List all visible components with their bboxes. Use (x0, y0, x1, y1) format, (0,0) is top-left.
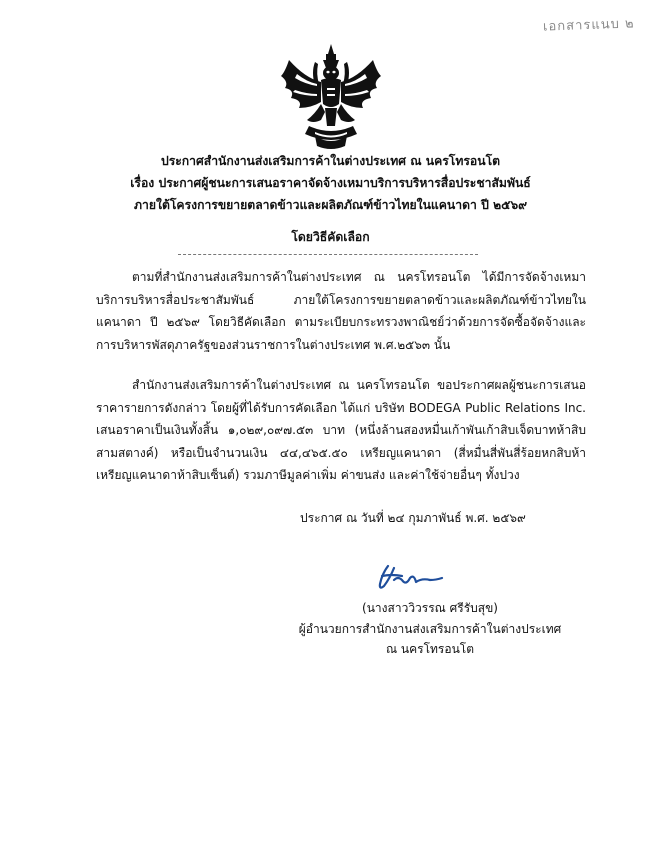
body-paragraph-1 (96, 266, 586, 356)
header-project-line: ภายใต้โครงการขยายตลาดข้าวและผลิตภัณฑ์ข้าวไทยในแคนาดา ปี ๒๕๖๙ (133, 198, 527, 212)
body-paragraph-2 (96, 374, 586, 487)
header-office-line: ประกาศสำนักงานส่งเสริมการค้าในต่างประเทศ ณ นครโทรอนโต (160, 154, 501, 168)
signature-icon (372, 560, 446, 594)
signature-block (280, 598, 580, 660)
header-method-line: โดยวิธีคัดเลือก (291, 230, 370, 244)
attachment-note: เอกสารแนบ ๒ (543, 16, 636, 35)
announcement-date: ประกาศ ณ วันที่ ๒๔ กุมภาพันธ์ พ.ศ. ๒๕๖๙ (300, 511, 526, 525)
document-header (60, 150, 601, 248)
signatory-office: ณ นครโทรอนโต (385, 642, 475, 656)
paragraph-1-text: ตามที่สำนักงานส่งเสริมการค้าในต่างประเทศ ณ นครโทรอนโต ได้มีการจัดจ้างเหมาบริการบริหารสื่อประชาสัมพันธ์ ภายใต้โครงการขยายตลาดข้าวและผลิตภัณฑ์ข้าวไทยในแคนาดา ปี ๒๕๖๙ โดยวิธีคัดเลือก ตามระเบียบกระทรวงพาณิชย์ว่าด้วยการจัดซื้อจัดจ้างและการบริหารพัสดุภาครัฐของส่วนราชการในต่างประเทศ พ.ศ.๒๕๖๓ นั้น (96, 270, 586, 352)
paragraph-2-text: สำนักงานส่งเสริมการค้าในต่างประเทศ ณ นครโทรอนโต ขอประกาศผลผู้ชนะการเสนอราคารายการดังกล่าว โดยผู้ที่ได้รับการคัดเลือก ได้แก่ บริษัท BODEGA Public Relations Inc. เสนอราคาเป็นเงินทั้งสิ้น ๑,๐๒๙,๐๙๗.๕๓ บาท (หนึ่งล้านสองหมื่นเก้าพันเก้าสิบเจ็ดบาทห้าสิบสามสตางค์) หรือเป็นจำนวนเงิน ๔๔,๔๖๕.๕๐ เหรียญแคนาดา (สี่หมื่นสี่พันสี่ร้อยหกสิบห้าเหรียญแคนาดาห้าสิบเซ็นต์) รวมภาษีมูลค่าเพิ่ม ค่าขนส่ง และค่าใช้จ่ายอื่นๆ ทั้งปวง (96, 378, 586, 482)
dashed-divider (178, 254, 478, 255)
signatory-name: (นางสาววิวรรณ ศรีรับสุข) (362, 601, 498, 615)
garuda-emblem-icon (275, 42, 387, 152)
header-subject-line: เรื่อง ประกาศผู้ชนะการเสนอราคาจัดจ้างเหมาบริการบริหารสื่อประชาสัมพันธ์ (130, 176, 531, 190)
signatory-title: ผู้อำนวยการสำนักงานส่งเสริมการค้าในต่างประเทศ (298, 621, 562, 636)
